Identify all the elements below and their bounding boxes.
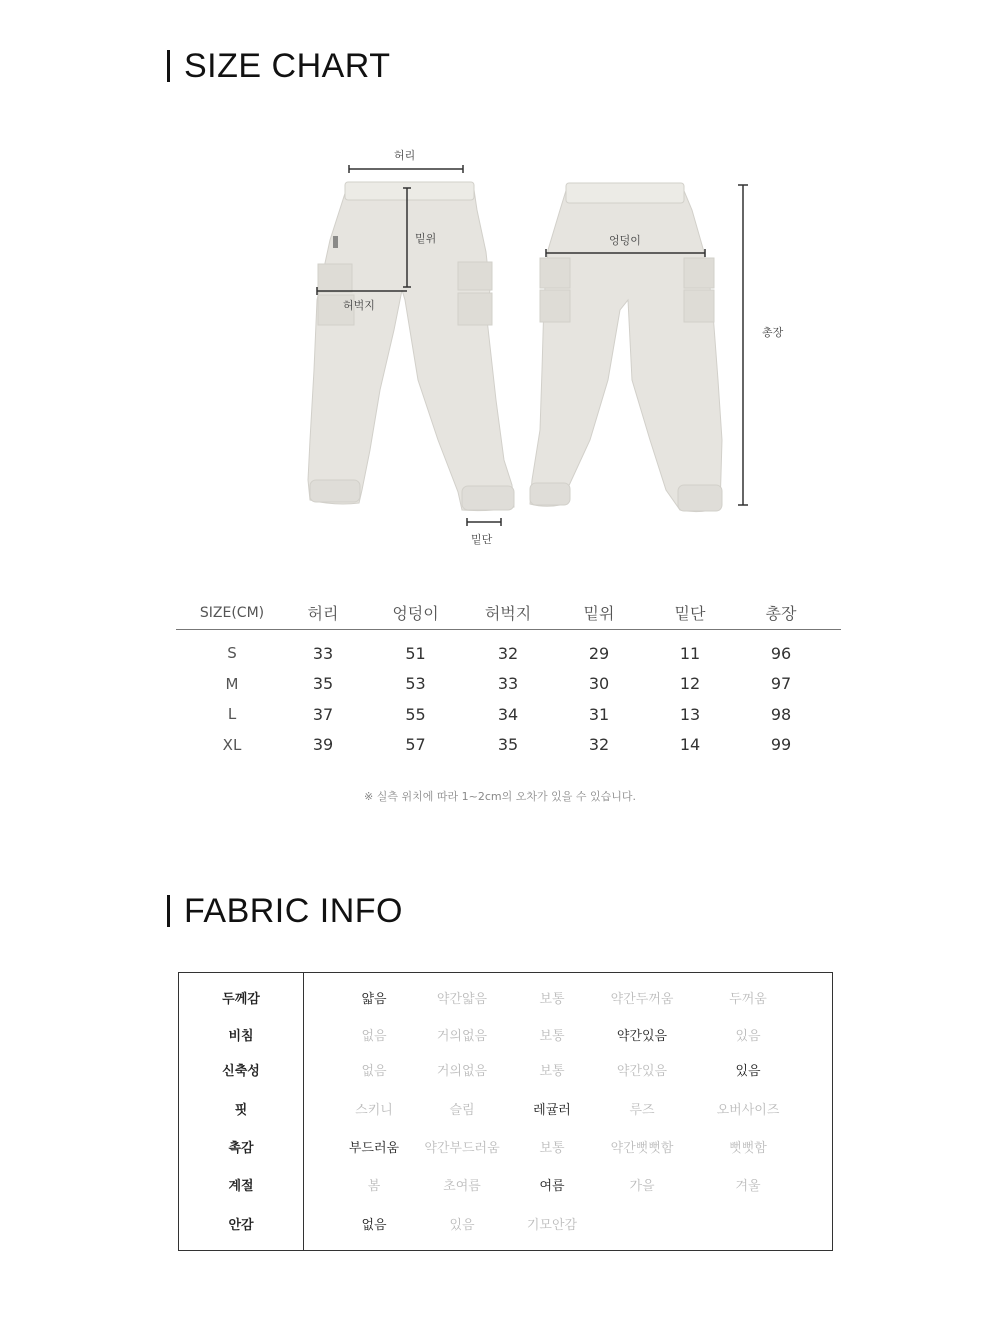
pants-illustration — [290, 140, 810, 555]
value-cell: 37 — [312, 704, 334, 724]
fabric-option-selected: 없음 — [361, 1217, 387, 1233]
value-cell: 33 — [497, 674, 519, 694]
fabric-option: 약간얇음 — [436, 991, 488, 1007]
value-cell: 32 — [588, 735, 610, 755]
fabric-option: 루즈 — [629, 1102, 655, 1118]
fabric-option: 기모안감 — [526, 1217, 578, 1233]
value-cell: 35 — [312, 674, 334, 694]
pants-diagram — [290, 140, 810, 555]
value-cell: 33 — [312, 643, 334, 663]
fabric-option: 가을 — [629, 1178, 655, 1194]
size-cell: S — [227, 644, 237, 663]
fabric-row — [179, 1172, 834, 1196]
fabric-option: 보통 — [539, 991, 565, 1007]
value-cell: 35 — [497, 735, 519, 755]
fabric-option: 스키니 — [355, 1102, 393, 1118]
fabric-option-selected: 있음 — [735, 1063, 761, 1079]
header-cell: 총장 — [765, 604, 797, 623]
fabric-row-label: 촉감 — [228, 1140, 254, 1156]
fabric-option: 슬림 — [449, 1102, 475, 1118]
title-bar — [167, 50, 170, 82]
fabric-info-title — [167, 891, 403, 931]
fabric-option: 초여름 — [443, 1178, 481, 1194]
value-cell: 34 — [497, 704, 519, 724]
fabric-option: 봄 — [367, 1178, 381, 1194]
header-cell: SIZE(CM) — [199, 604, 265, 621]
value-cell: 30 — [588, 674, 610, 694]
table-row — [176, 638, 841, 669]
value-cell: 11 — [679, 643, 701, 663]
value-cell: 97 — [770, 674, 792, 694]
front-pants-image — [308, 182, 514, 511]
value-cell: 14 — [679, 735, 701, 755]
fabric-row — [179, 985, 834, 1009]
table-row — [176, 699, 841, 730]
title-bar — [167, 895, 170, 927]
fabric-row-label: 안감 — [228, 1217, 254, 1233]
fabric-option: 없음 — [361, 1063, 387, 1079]
fabric-info-title-text: FABRIC INFO — [184, 891, 403, 930]
fabric-row — [179, 1096, 834, 1120]
size-cell: XL — [222, 735, 242, 754]
fabric-row — [179, 1022, 834, 1046]
size-table-body — [176, 630, 841, 760]
header-cell: 허벅지 — [484, 604, 532, 623]
fabric-row-label: 핏 — [234, 1102, 248, 1118]
thigh-label: 허벅지 — [343, 299, 375, 312]
fabric-option: 보통 — [539, 1140, 565, 1156]
fabric-row-label: 두께감 — [222, 991, 260, 1007]
fabric-info-table — [178, 972, 833, 1251]
size-chart-title-text: SIZE CHART — [184, 46, 391, 85]
value-cell: 12 — [679, 674, 701, 694]
value-cell: 57 — [405, 735, 426, 755]
header-cell: 밑단 — [674, 604, 706, 623]
fabric-option-selected: 약간있음 — [616, 1028, 668, 1044]
value-cell: 13 — [679, 704, 701, 724]
fabric-option: 거의없음 — [436, 1063, 488, 1079]
size-table — [176, 596, 841, 760]
length-label: 총장 — [762, 326, 784, 339]
value-cell: 98 — [770, 704, 792, 724]
fabric-option: 약간뻣뻣함 — [610, 1140, 674, 1156]
value-cell: 39 — [312, 735, 334, 755]
fabric-row-label: 비침 — [228, 1028, 254, 1044]
fabric-row — [179, 1134, 834, 1158]
fabric-option: 있음 — [735, 1028, 761, 1044]
fabric-option: 두꺼움 — [729, 991, 767, 1007]
fabric-option: 오버사이즈 — [716, 1102, 780, 1118]
fabric-option: 보통 — [539, 1028, 565, 1044]
fabric-option: 뻣뻣함 — [729, 1140, 767, 1156]
fabric-option-selected: 얇음 — [361, 991, 387, 1007]
waist-label: 허리 — [394, 149, 416, 162]
fabric-option: 있음 — [449, 1217, 475, 1233]
measurement-note: ※ 실측 위치에 따라 1~2cm의 오차가 있을 수 있습니다. — [364, 790, 636, 803]
fabric-option: 약간부드러움 — [424, 1140, 500, 1156]
fabric-option: 없음 — [361, 1028, 387, 1044]
fabric-option: 겨울 — [735, 1178, 761, 1194]
fabric-option: 약간있음 — [616, 1063, 668, 1079]
fabric-option-selected: 레귤러 — [533, 1102, 571, 1118]
fabric-row — [179, 1057, 834, 1081]
value-cell: 99 — [770, 735, 792, 755]
value-cell: 53 — [405, 674, 426, 694]
hip-label: 엉덩이 — [609, 234, 641, 247]
size-cell: M — [225, 674, 239, 693]
value-cell: 32 — [497, 643, 519, 663]
fabric-option: 보통 — [539, 1063, 565, 1079]
value-cell: 31 — [588, 704, 610, 724]
hem-label: 밑단 — [471, 533, 493, 546]
header-cell: 엉덩이 — [392, 604, 439, 623]
fabric-row-label: 계절 — [228, 1178, 254, 1194]
header-cell: 밑위 — [583, 604, 615, 623]
fabric-option-selected: 여름 — [539, 1178, 565, 1194]
fabric-option: 거의없음 — [436, 1028, 488, 1044]
value-cell: 96 — [770, 643, 792, 663]
value-cell: 29 — [588, 643, 610, 663]
rise-label: 밑위 — [415, 232, 437, 245]
header-cell: 허리 — [307, 604, 339, 623]
value-cell: 55 — [405, 704, 426, 724]
fabric-row — [179, 1211, 834, 1235]
fabric-row-label: 신축성 — [222, 1063, 260, 1079]
size-table-header — [176, 596, 841, 630]
size-cell: L — [227, 705, 237, 724]
fabric-option: 약간두꺼움 — [610, 991, 674, 1007]
size-chart-title — [167, 46, 391, 86]
table-row — [176, 730, 841, 761]
fabric-option-selected: 부드러움 — [348, 1140, 400, 1156]
value-cell: 51 — [405, 643, 426, 663]
table-row — [176, 669, 841, 700]
